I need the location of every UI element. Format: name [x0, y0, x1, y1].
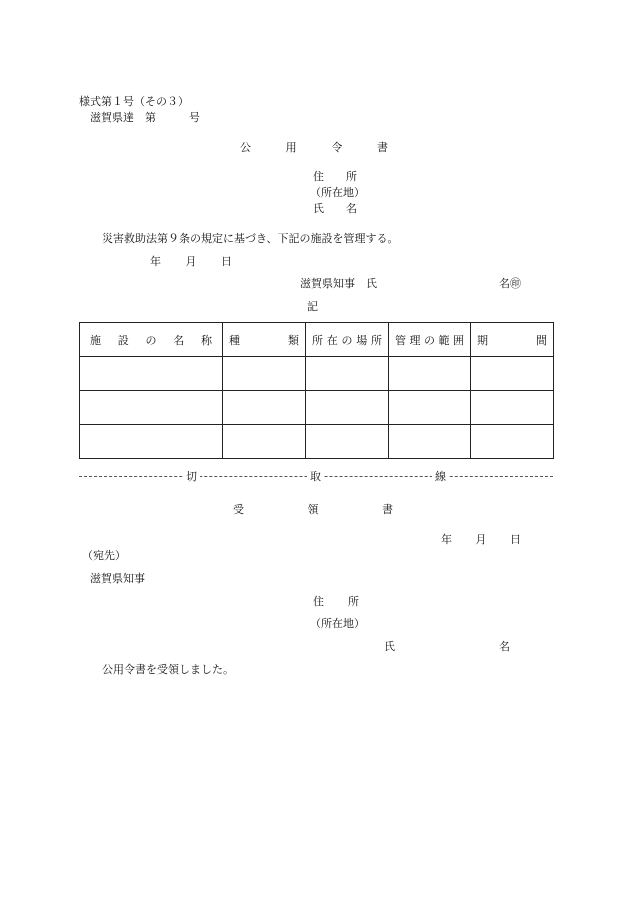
governor-name-seal: 名㊞	[499, 277, 521, 290]
order-statement: 災害救助法第９条の規定に基づき、下記の施設を管理する。	[102, 232, 399, 245]
order-date	[150, 255, 232, 268]
table-cell[interactable]	[80, 391, 223, 425]
table-cell[interactable]	[80, 357, 223, 391]
addressee: 滋賀県知事	[90, 572, 145, 585]
receipt-title	[233, 503, 393, 516]
date-month: 月	[475, 533, 487, 546]
table-cell[interactable]	[80, 425, 223, 459]
header-type: 種 類	[223, 323, 306, 357]
name-label-char: 氏	[384, 640, 395, 653]
order-title-char: 書	[376, 141, 388, 154]
table-cell[interactable]	[389, 425, 471, 459]
cut-label-kiri: 切	[183, 470, 200, 483]
table-cell[interactable]	[306, 425, 389, 459]
order-title	[240, 141, 388, 154]
table-row	[80, 425, 554, 459]
facility-table	[79, 322, 554, 459]
receipt-date	[441, 533, 521, 546]
name-label-char: 名	[346, 202, 357, 215]
date-day: 日	[221, 255, 232, 268]
table-cell[interactable]	[223, 425, 306, 459]
cut-line	[79, 470, 553, 483]
name-label-char: 氏	[313, 202, 324, 215]
receipt-location-label: （所在地）	[310, 617, 365, 630]
cut-label-sen: 線	[432, 470, 449, 483]
receipt-address-label	[313, 595, 359, 608]
cut-label-tori: 取	[307, 470, 324, 483]
table-cell[interactable]	[471, 357, 554, 391]
receipt-name-label	[384, 640, 510, 653]
address-label-char: 住	[313, 170, 324, 183]
table-cell[interactable]	[471, 425, 554, 459]
address-label-char: 住	[313, 595, 324, 608]
receipt-title-char: 書	[382, 503, 393, 516]
date-year: 年	[441, 533, 452, 546]
address-label-char: 所	[346, 170, 357, 183]
header-facility-name: 施 設 の 名 称	[80, 323, 223, 357]
order-title-char: 公	[240, 141, 251, 154]
governor-title: 滋賀県知事 氏	[300, 277, 377, 290]
addressee-label: （宛先）	[82, 549, 126, 562]
address-label	[313, 170, 357, 183]
table-cell[interactable]	[306, 357, 389, 391]
address-label-char: 所	[348, 595, 359, 608]
header-period: 期 間	[471, 323, 554, 357]
table-cell[interactable]	[223, 391, 306, 425]
issuer-reference: 滋賀県達 第 号	[90, 111, 200, 124]
name-label-char: 名	[499, 640, 510, 653]
table-header-row	[80, 323, 554, 357]
ki-marker: 記	[307, 300, 318, 313]
date-year: 年	[150, 255, 161, 268]
header-management-scope: 管 理 の 範 囲	[389, 323, 471, 357]
table-cell[interactable]	[389, 391, 471, 425]
table-cell[interactable]	[389, 357, 471, 391]
table-cell[interactable]	[471, 391, 554, 425]
table-cell[interactable]	[223, 357, 306, 391]
date-month: 月	[185, 255, 197, 268]
table-row	[80, 357, 554, 391]
table-cell[interactable]	[306, 391, 389, 425]
order-title-char: 用	[285, 141, 297, 154]
location-label: （所在地）	[310, 186, 365, 199]
order-title-char: 令	[331, 141, 343, 154]
date-day: 日	[510, 533, 521, 546]
header-location: 所 在 の 場 所	[306, 323, 389, 357]
name-label	[313, 202, 357, 215]
table-row	[80, 391, 554, 425]
receipt-title-char: 受	[233, 503, 244, 516]
receipt-title-char: 領	[307, 503, 319, 516]
receipt-statement: 公用令書を受領しました。	[102, 663, 234, 676]
form-number: 様式第１号（その３）	[79, 95, 189, 108]
